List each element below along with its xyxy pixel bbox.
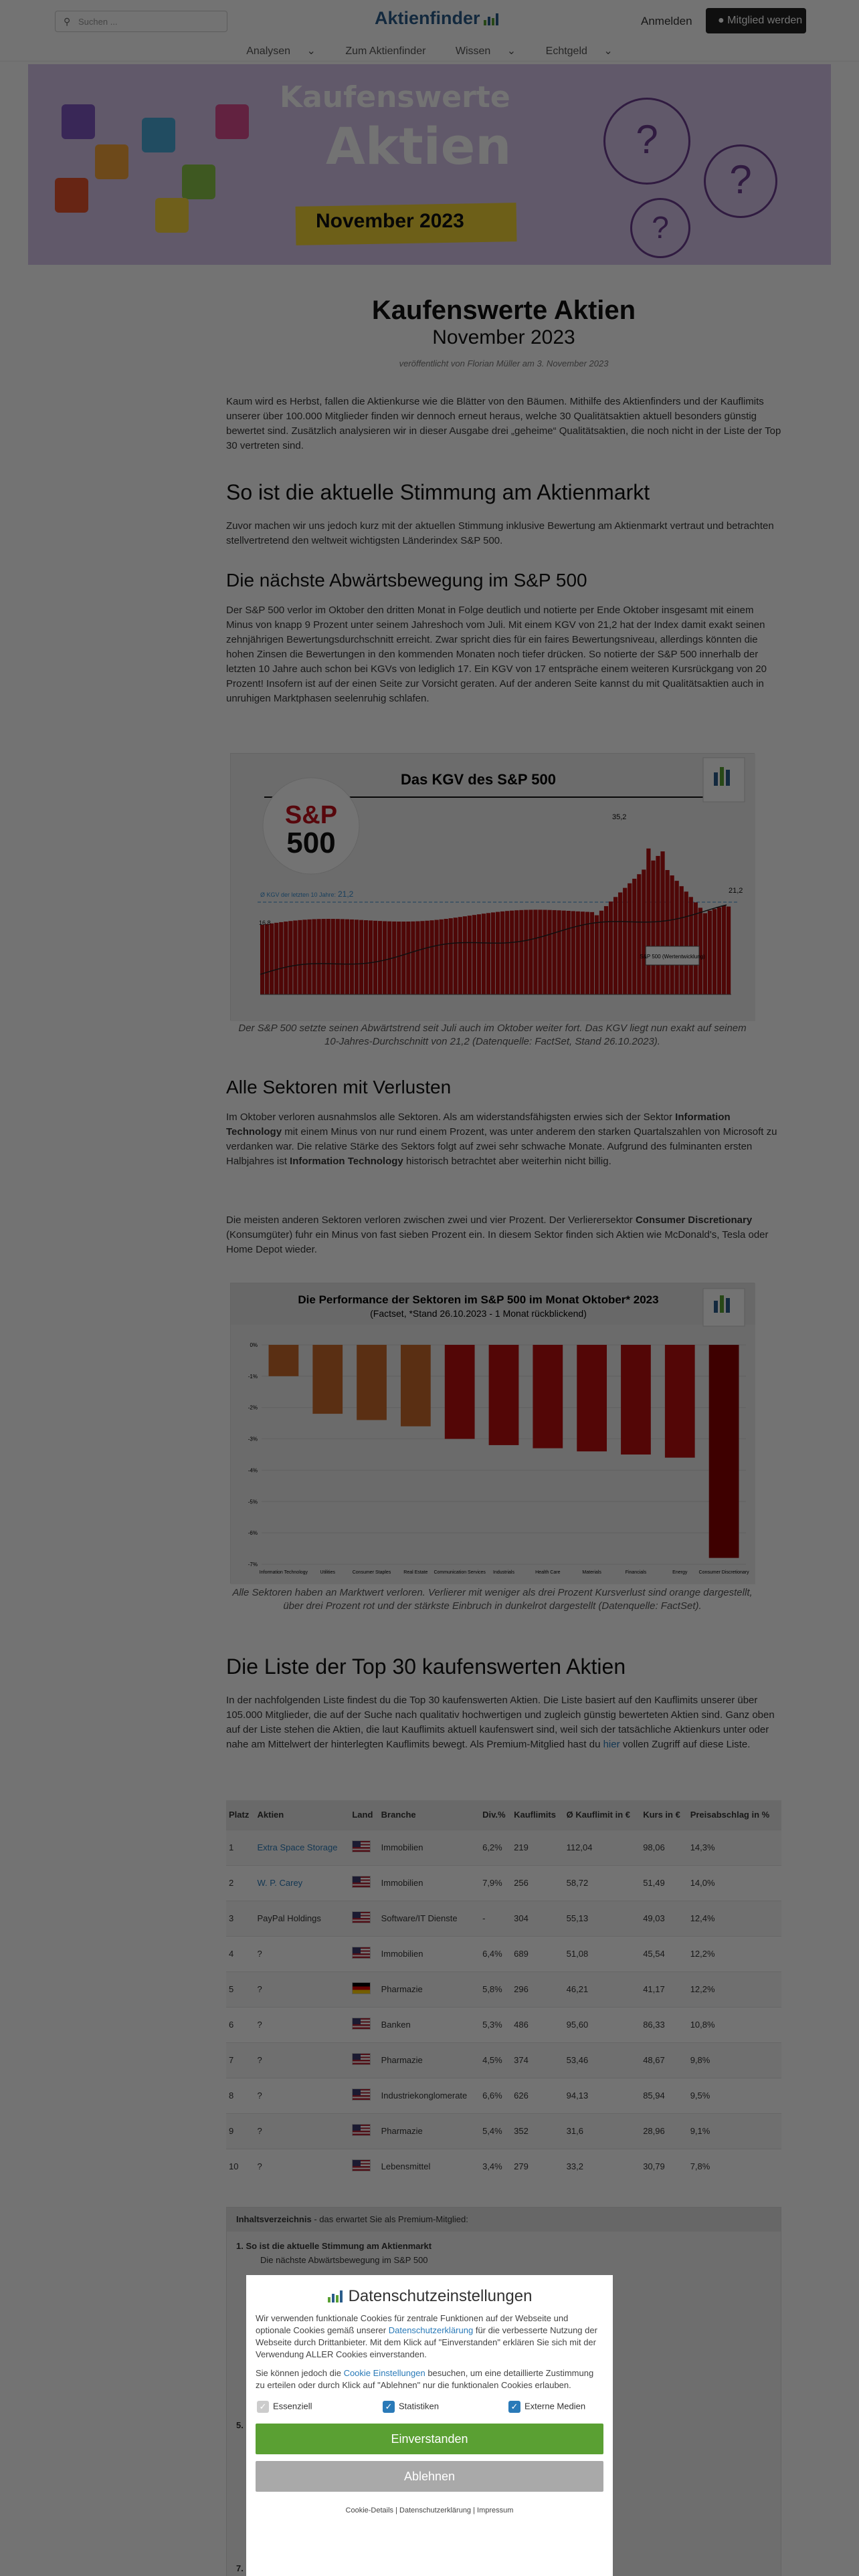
- check-icon: ✓: [508, 2401, 520, 2413]
- cookie-checkboxes: [256, 2401, 603, 2417]
- check-icon: ✓: [257, 2401, 269, 2413]
- cookie-footer: Cookie-Details | Datenschutzerklärung | Impressum: [345, 2506, 514, 2514]
- logo-chart-icon: [327, 2289, 343, 2302]
- cookie-title: [256, 2287, 603, 2306]
- cookie-details-link[interactable]: Cookie-Details: [345, 2506, 394, 2514]
- text: besuchen, um eine detaillierte Zustimmung zu erteilen oder durch Klick auf "Ablehnen" nur die funktionalen Cookies erlauben.: [256, 2368, 594, 2390]
- checkbox-label: Statistiken: [399, 2401, 439, 2411]
- cookie-settings-link[interactable]: Cookie Einstellungen: [343, 2368, 425, 2378]
- checkbox-statistiken[interactable]: [383, 2401, 439, 2413]
- checkbox-essenziell[interactable]: [257, 2401, 312, 2413]
- cookie-text: [256, 2367, 603, 2391]
- reject-button[interactable]: Ablehnen: [256, 2461, 603, 2492]
- text: Sie können jedoch die: [256, 2368, 341, 2378]
- privacy-footer-link[interactable]: Datenschutzerklärung: [399, 2506, 472, 2514]
- checkbox-label: Essenziell: [273, 2401, 312, 2411]
- cookie-title-text: Datenschutzeinstellungen: [348, 2287, 533, 2305]
- privacy-link[interactable]: Datenschutzerklärung: [388, 2325, 474, 2335]
- accept-button[interactable]: Einverstanden: [256, 2424, 603, 2454]
- cookie-text: [256, 2313, 603, 2361]
- text: Wir verwenden funktionale Cookies für zentrale Funktionen auf der Webseite und optionale Cookies gemäß unserer: [256, 2313, 569, 2335]
- check-icon: ✓: [383, 2401, 395, 2413]
- imprint-link[interactable]: Impressum: [477, 2506, 514, 2514]
- checkbox-label: Externe Medien: [524, 2401, 586, 2411]
- cookie-dialog: [246, 2275, 613, 2576]
- checkbox-externe-medien[interactable]: [508, 2401, 585, 2413]
- text: für die verbesserte Nutzung der Webseite durch Drittanbieter. Mit dem Klick auf "Einverstanden" erklären Sie sich mit der Verwendung ALLER Cookies einverstanden.: [256, 2325, 597, 2359]
